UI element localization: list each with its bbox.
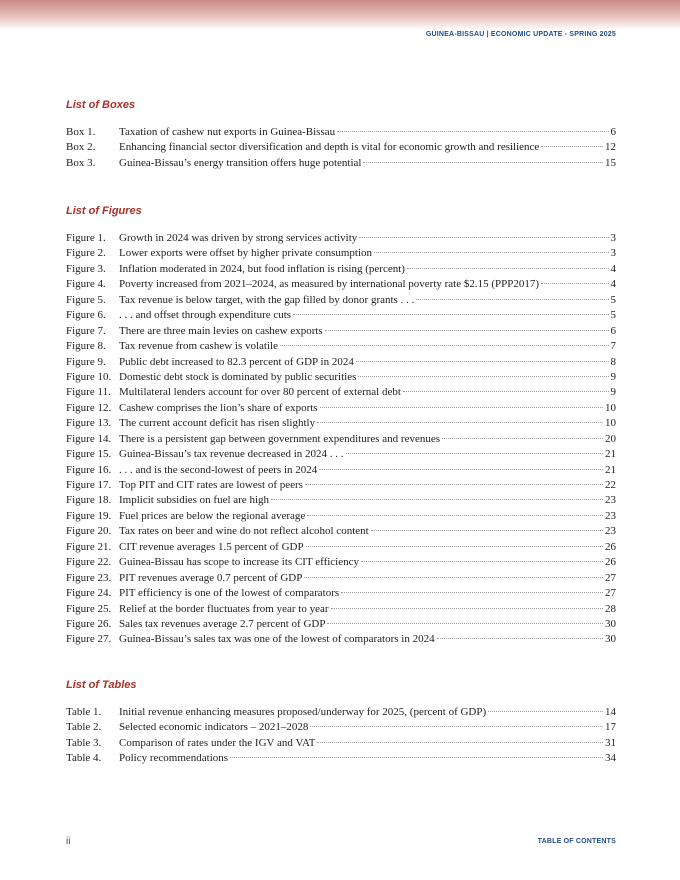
toc-entry-page: 31 — [605, 736, 616, 749]
toc-entry-title: Tax rates on beer and wine do not reflect alcohol content — [119, 525, 369, 538]
toc-leader-dots — [407, 268, 609, 269]
toc-entry-label: Figure 7. — [66, 324, 106, 337]
toc-entry-label: Figure 25. — [66, 602, 112, 615]
footer-section-label: TABLE OF CONTENTS — [537, 838, 616, 845]
toc-entry-label: Box 3. — [66, 156, 96, 169]
toc-entry-label: Figure 2. — [66, 247, 106, 260]
toc-leader-dots — [331, 608, 603, 609]
toc-entry-label: Figure 4. — [66, 278, 106, 291]
toc-leader-dots — [403, 391, 609, 392]
toc-leader-dots — [442, 438, 603, 439]
toc-leader-dots — [325, 330, 609, 331]
toc-leader-dots — [488, 711, 603, 712]
toc-entry-page: 6 — [610, 126, 616, 138]
toc-leader-dots — [306, 546, 603, 547]
toc-entry[interactable] — [66, 432, 616, 447]
toc-entry-page: 26 — [605, 540, 616, 553]
toc-entry[interactable] — [66, 370, 616, 385]
toc-entry-label: Figure 8. — [66, 340, 106, 353]
toc-entry-page: 8 — [610, 355, 616, 368]
toc-entry[interactable] — [66, 720, 616, 735]
toc-entry-title: There is a persistent gap between government expenditures and revenues — [119, 432, 441, 445]
toc-entry-title: Relief at the border fluctuates from year to year — [119, 602, 329, 615]
section-title-tables: List of Tables — [66, 679, 137, 691]
page-number: ii — [66, 836, 71, 847]
toc-entry-page: 17 — [605, 721, 616, 734]
toc-entry[interactable] — [66, 277, 616, 292]
toc-entry-title: Cashew comprises the lion’s share of exports — [119, 401, 318, 414]
toc-entry[interactable] — [66, 355, 616, 370]
toc-entry-page: 20 — [605, 432, 616, 445]
toc-entry[interactable] — [66, 463, 616, 478]
toc-entry-label: Figure 6. — [66, 309, 106, 322]
toc-entry-title: Sales tax revenues average 2.7 percent of GDP — [119, 617, 326, 630]
toc-entry-label: Figure 19. — [66, 509, 112, 522]
toc-entry-label: Table 2. — [66, 721, 102, 734]
toc-entry-title: . . . and is the second-lowest of peers in 2024 — [119, 463, 318, 476]
toc-entry[interactable] — [66, 736, 616, 751]
toc-entry-page: 34 — [605, 752, 616, 765]
toc-entry-title: Public debt increased to 82.3 percent of GDP in 2024 — [119, 355, 354, 368]
toc-entry-title: Comparison of rates under the IGV and VAT — [119, 736, 316, 749]
toc-entry[interactable] — [66, 140, 616, 155]
toc-leader-dots — [319, 469, 603, 470]
toc-entry-label: Box 2. — [66, 141, 96, 154]
toc-entry[interactable] — [66, 416, 616, 431]
toc-entry-label: Figure 18. — [66, 494, 112, 507]
toc-leader-dots — [437, 638, 603, 639]
toc-entry-title: Selected economic indicators – 2021–2028 — [119, 721, 309, 734]
toc-entry[interactable] — [66, 602, 616, 617]
toc-entry-title: Multilateral lenders account for over 80 percent of external debt — [119, 386, 401, 399]
toc-entry[interactable] — [66, 231, 616, 246]
toc-entry-page: 26 — [605, 556, 616, 569]
toc-entry[interactable] — [66, 571, 616, 586]
toc-entry[interactable] — [66, 509, 616, 524]
toc-entry-label: Figure 23. — [66, 571, 112, 584]
toc-entry-page: 10 — [605, 401, 616, 414]
toc-leader-dots — [337, 131, 608, 132]
toc-leader-dots — [541, 283, 608, 284]
toc-entry-title: Tax revenue is below target, with the gap filled by donor grants . . . — [119, 293, 415, 306]
toc-entry-label: Figure 9. — [66, 355, 106, 368]
toc-entry-page: 30 — [605, 633, 616, 646]
toc-entry-title: Policy recommendations — [119, 752, 229, 765]
toc-entry-page: 23 — [605, 494, 616, 507]
toc-entry-label: Figure 11. — [66, 386, 111, 399]
toc-entry[interactable] — [66, 586, 616, 601]
list-of-boxes — [66, 98, 616, 171]
toc-entry-label: Table 1. — [66, 706, 102, 718]
toc-entry-label: Figure 3. — [66, 262, 106, 275]
toc-entry[interactable] — [66, 156, 616, 171]
toc-entry-page: 5 — [610, 293, 616, 306]
header-band — [0, 0, 680, 30]
toc-entry[interactable] — [66, 632, 616, 647]
toc-leader-dots — [346, 453, 603, 454]
toc-entry-title: Tax revenue from cashew is volatile — [119, 340, 278, 353]
toc-leader-dots — [304, 577, 603, 578]
toc-leader-dots — [416, 299, 608, 300]
toc-leader-dots — [230, 757, 603, 758]
figures-list — [66, 231, 616, 648]
toc-entry-label: Box 1. — [66, 126, 96, 138]
toc-entry-label: Figure 20. — [66, 525, 112, 538]
toc-entry-page: 7 — [610, 340, 616, 353]
toc-entry-title: Initial revenue enhancing measures proposed/underway for 2025, (percent of GDP) — [119, 706, 487, 718]
toc-entry-title: Top PIT and CIT rates are lowest of peers — [119, 479, 303, 491]
toc-entry[interactable] — [66, 385, 616, 400]
toc-entry-page: 10 — [605, 417, 616, 430]
toc-entry-title: Domestic debt stock is dominated by public securities — [119, 370, 357, 383]
toc-entry-title: The current account deficit has risen slightly — [119, 417, 316, 430]
toc-entry-label: Figure 14. — [66, 432, 112, 445]
toc-entry-label: Figure 12. — [66, 401, 112, 414]
toc-entry[interactable] — [66, 751, 616, 766]
toc-leader-dots — [305, 484, 603, 485]
toc-leader-dots — [310, 726, 603, 727]
toc-entry-title: CIT revenue averages 1.5 percent of GDP — [119, 540, 304, 553]
toc-entry[interactable] — [66, 308, 616, 323]
toc-entry-label: Figure 13. — [66, 417, 112, 430]
toc-leader-dots — [363, 162, 603, 163]
toc-entry[interactable] — [66, 705, 616, 720]
toc-leader-dots — [341, 592, 603, 593]
toc-entry-title: Growth in 2024 was driven by strong services activity — [119, 232, 358, 244]
toc-entry-page: 4 — [610, 262, 616, 275]
toc-entry-page: 5 — [610, 309, 616, 322]
list-of-tables — [66, 678, 616, 767]
toc-entry[interactable] — [66, 401, 616, 416]
toc-entry-title: Fuel prices are below the regional average — [119, 509, 306, 522]
toc-leader-dots — [359, 237, 608, 238]
toc-entry-page: 3 — [610, 247, 616, 260]
toc-entry[interactable] — [66, 540, 616, 555]
toc-entry-label: Figure 5. — [66, 293, 106, 306]
toc-entry-title: Guinea-Bissau’s energy transition offers huge potential — [119, 156, 362, 169]
toc-entry[interactable] — [66, 324, 616, 339]
toc-entry-page: 28 — [605, 602, 616, 615]
toc-entry-page: 30 — [605, 617, 616, 630]
toc-entry-title: Taxation of cashew nut exports in Guinea-Bissau — [119, 126, 336, 138]
toc-entry[interactable] — [66, 493, 616, 508]
toc-entry-label: Figure 24. — [66, 587, 112, 600]
toc-entry-page: 23 — [605, 509, 616, 522]
toc-leader-dots — [541, 146, 603, 147]
toc-leader-dots — [327, 623, 603, 624]
toc-entry-title: PIT efficiency is one of the lowest of comparators — [119, 587, 340, 600]
toc-leader-dots — [374, 252, 608, 253]
toc-entry-page: 23 — [605, 525, 616, 538]
toc-entry-label: Figure 1. — [66, 232, 106, 244]
toc-entry-page: 9 — [610, 370, 616, 383]
toc-leader-dots — [317, 742, 603, 743]
toc-entry-title: . . . and offset through expenditure cuts — [119, 309, 292, 322]
section-title-boxes: List of Boxes — [66, 99, 136, 111]
toc-leader-dots — [356, 361, 609, 362]
toc-entry-page: 14 — [605, 706, 616, 718]
toc-entry-page: 15 — [605, 156, 616, 169]
toc-entry-label: Figure 21. — [66, 540, 112, 553]
toc-entry-title: PIT revenues average 0.7 percent of GDP — [119, 571, 303, 584]
toc-entry-title: Implicit subsidies on fuel are high — [119, 494, 269, 507]
toc-entry-label: Figure 17. — [66, 479, 112, 491]
toc-entry[interactable] — [66, 262, 616, 277]
toc-leader-dots — [307, 515, 603, 516]
toc-leader-dots — [320, 407, 603, 408]
toc-entry[interactable] — [66, 524, 616, 539]
list-of-figures — [66, 204, 616, 648]
toc-entry[interactable] — [66, 293, 616, 308]
running-head: GUINEA-BISSAU | ECONOMIC UPDATE - SPRING 2025 — [425, 31, 616, 38]
toc-leader-dots — [371, 530, 603, 531]
toc-entry[interactable] — [66, 125, 616, 140]
toc-entry-label: Table 4. — [66, 752, 102, 765]
toc-entry-page: 21 — [605, 448, 616, 461]
toc-entry-label: Figure 10. — [66, 370, 112, 383]
toc-entry-title: Inflation moderated in 2024, but food inflation is rising (percent) — [119, 262, 405, 275]
toc-entry-title: Guinea-Bissau’s sales tax was one of the lowest of comparators in 2024 — [119, 633, 435, 646]
toc-leader-dots — [317, 422, 603, 423]
toc-entry-page: 12 — [605, 141, 616, 154]
toc-entry[interactable] — [66, 478, 616, 493]
toc-entry-title: Enhancing financial sector diversification and depth is vital for economic growth and resilience — [119, 141, 540, 154]
section-title-figures: List of Figures — [66, 205, 142, 217]
toc-entry-title: Poverty increased from 2021–2024, as measured by international poverty rate $2.15 (PPP2017) — [119, 278, 540, 291]
toc-entry-label: Table 3. — [66, 736, 102, 749]
toc-entry-title: Guinea-Bissau has scope to increase its CIT efficiency — [119, 556, 359, 569]
toc-entry[interactable] — [66, 555, 616, 570]
toc-entry-label: Figure 27. — [66, 633, 112, 646]
toc-entry-label: Figure 15. — [66, 448, 112, 461]
toc-entry-title: Guinea-Bissau’s tax revenue decreased in 2024 . . . — [119, 448, 344, 461]
toc-entry-page: 3 — [610, 232, 616, 244]
toc-entry-page: 21 — [605, 463, 616, 476]
toc-entry-page: 27 — [605, 571, 616, 584]
toc-leader-dots — [358, 376, 608, 377]
toc-entry-label: Figure 26. — [66, 617, 112, 630]
toc-entry[interactable] — [66, 246, 616, 261]
tables-list — [66, 705, 616, 767]
toc-entry-label: Figure 16. — [66, 463, 112, 476]
toc-leader-dots — [271, 499, 603, 500]
toc-entry-page: 4 — [610, 278, 616, 291]
toc-entry-page: 9 — [610, 386, 616, 399]
toc-leader-dots — [361, 561, 603, 562]
toc-leader-dots — [280, 345, 609, 346]
toc-entry-title: Lower exports were offset by higher private consumption — [119, 247, 373, 260]
toc-entry-page: 22 — [605, 479, 616, 491]
toc-entry[interactable] — [66, 617, 616, 632]
toc-entry-page: 27 — [605, 587, 616, 600]
toc-entry-label: Figure 22. — [66, 556, 112, 569]
toc-entry-title: There are three main levies on cashew exports — [119, 324, 323, 337]
boxes-list — [66, 125, 616, 171]
toc-entry[interactable] — [66, 339, 616, 354]
toc-entry[interactable] — [66, 447, 616, 462]
toc-leader-dots — [293, 314, 608, 315]
toc-entry-page: 6 — [610, 324, 616, 337]
